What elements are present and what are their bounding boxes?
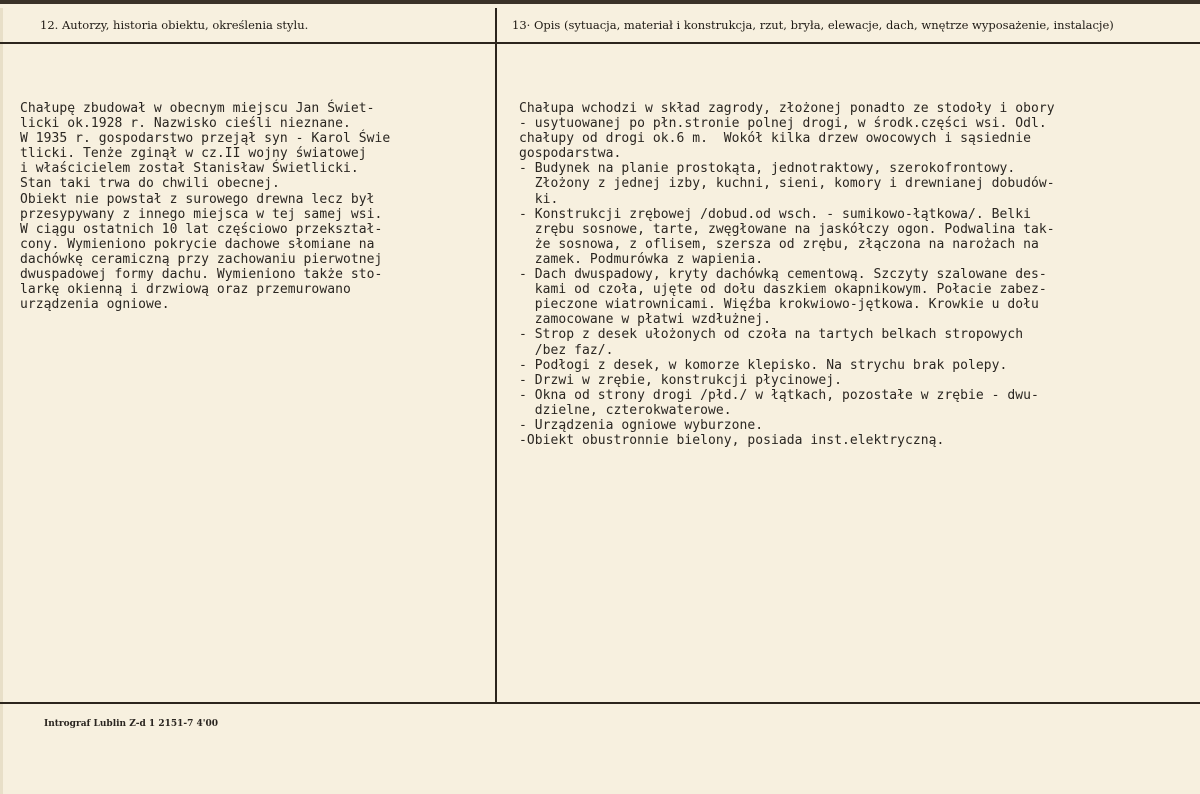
- section-13-header: 13· Opis (sytuacja, materiał i konstrukcja, rzut, bryła, elewacje, dach, wnętrze wyposażenie, instalacje): [512, 18, 1114, 32]
- card-edge: [0, 8, 3, 794]
- authors-history-text: Chałupę zbudował w obecnym miejscu Jan Świet- licki ok.1928 r. Nazwisko cieśli nieznane. W 1935 r. gospodarstwo przejął syn - Karol Świe tlicki. Tenże zginął w cz.II wojny światowej i właścicielem został Stanisław Świetlicki. Stan taki trwa do chwili obecnej. Obiekt nie powstał z surowego drewna lecz był przesypywany z innego miejsca w tej samej wsi. W ciągu ostatnich 10 lat częściowo przekształ- cony. Wymieniono pokrycie dachowe słomiane na dachówkę ceramiczną przy zachowaniu pierwotnej dwuspadowej formy dachu. Wymieniono także sto- larkę okienną i drzwiową oraz przemurowano urządzenia ogniowe.: [20, 101, 391, 313]
- printer-imprint: Intrograf Lublin Z-d 1 2151-7 4'00: [44, 719, 219, 729]
- section-12-header: 12. Autorzy, historia obiektu, określenia stylu.: [40, 18, 309, 32]
- header-divider: [0, 42, 1200, 44]
- column-divider: [495, 8, 497, 704]
- footer-divider: [0, 702, 1200, 704]
- description-text: Chałupa wchodzi w skład zagrody, złożonej ponadto ze stodoły i obory - usytuowanej po płn.stronie polnej drogi, w środk.części wsi. Odl. chałupy od drogi ok.6 m. Wokół kilka drzew owocowych i sąsiednie gospodarstwa. - Budynek na planie prostokąta, jednotraktowy, szerokofrontowy. Złożony z jednej izby, kuchni, sieni, komory i drewnianej dobudów- ki. - Konstrukcji zrębowej /dobud.od wsch. - sumikowo-łątkowa/. Belki zrębu sosnowe, tarte, zwęgłowane na jaskółczy ogon. Podwalina tak- że sosnowa, z oflisem, szersza od zrębu, złączona na narożach na zamek. Podmurówka z wapienia. - Dach dwuspadowy, kryty dachówką cementową. Szczyty szalowane des- kami od czoła, ujęte od dołu daszkiem okapnikowym. Połacie zabez- pieczone wiatrownicami. Więźba krokwiowo-jętkowa. Krowkie u dołu zamocowane w płatwi wzdłużnej. - Strop z desek ułożonych od czoła na tartych belkach stropowych /bez faz/. - Podłogi z desek, w komorze klepisko. Na strychu brak polepy. - Drzwi w zrębie, konstrukcji płycinowej. - Okna od strony drogi /płd./ w łątkach, pozostałe w zrębie - dwu- dzielne, czterokwaterowe. - Urządzenia ogniowe wyburzone. -Obiekt obustronnie bielony, posiada inst.elektryczną.: [519, 101, 1055, 449]
